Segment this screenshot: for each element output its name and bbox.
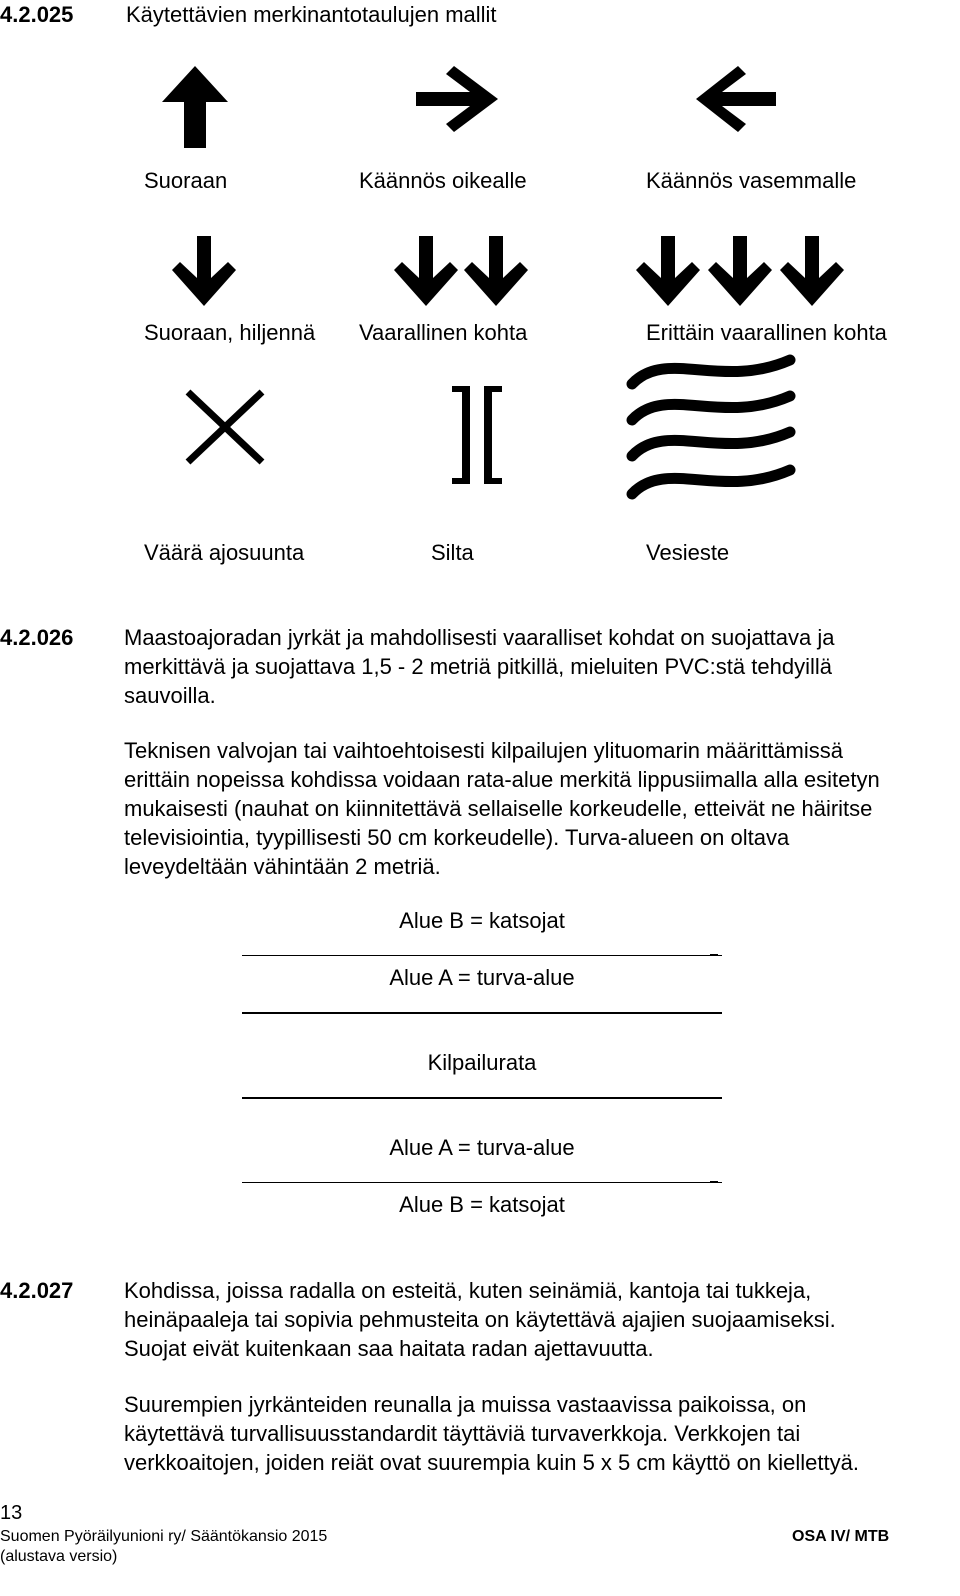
tape-mark	[710, 1181, 718, 1183]
paragraph-027-2	[124, 1390, 954, 1477]
sign-label-bridge: Silta	[431, 540, 474, 565]
section-number-025: 4.2.025	[0, 2, 74, 27]
triple-arrow-down-icon	[636, 236, 844, 306]
zone-label-safety-top: Alue A = turva-alue	[389, 965, 575, 990]
text-line: televisiointia, tyypillisesti 50 cm korkeudelle). Turva-alueen on oltava	[124, 825, 790, 850]
zone-label-course: Kilpailurata	[427, 1050, 537, 1075]
text-line: sauvoilla.	[124, 683, 216, 708]
text-line: heinäpaaleja tai sopivia pehmusteita on käytettävä ajajien suojaamiseksi.	[124, 1307, 836, 1332]
text-line: erittäin nopeissa kohdissa voidaan rata-alue merkitä lippusiimalla alla esitetyn	[124, 767, 880, 792]
sign-label-wrong-way: Väärä ajosuunta	[144, 540, 305, 565]
footer-part: OSA IV/ MTB	[792, 1528, 890, 1545]
text-line: Kohdissa, joissa radalla on esteitä, kuten seinämiä, kantoja tai tukkeja,	[124, 1278, 812, 1303]
footer-publisher: Suomen Pyöräilyunioni ry/ Sääntökansio 2015	[0, 1528, 328, 1545]
tape-line	[242, 1097, 722, 1099]
arrow-down-icon	[172, 236, 236, 306]
text-line: verkkoaitojen, joiden reiät ovat suurempia kuin 5 x 5 cm käyttö on kiellettyä.	[124, 1450, 859, 1475]
sign-label-turn-right: Käännös oikealle	[359, 168, 527, 193]
zone-label-spectators-top: Alue B = katsojat	[399, 908, 565, 933]
page-number: 13	[0, 1502, 23, 1524]
arrow-up-icon	[162, 66, 228, 148]
arrow-right-icon	[416, 66, 498, 132]
paragraph-026-1	[124, 623, 954, 710]
text-line: mukaisesti (nauhat on kiinnitettävä sellaiselle korkeudelle, etteivät ne häiritse	[124, 796, 873, 821]
section-number-026: 4.2.026	[0, 625, 74, 650]
zone-label-spectators-bottom: Alue B = katsojat	[399, 1192, 565, 1217]
sign-label-water-obstacle: Vesieste	[646, 540, 730, 565]
tape-line	[242, 1182, 722, 1183]
tape-mark	[710, 954, 718, 956]
sign-label-dangerous: Vaarallinen kohta	[359, 320, 528, 345]
text-line: Maastoajoradan jyrkät ja mahdollisesti vaaralliset kohdat on suojattava ja	[124, 625, 835, 650]
text-line: Suojat eivät kuitenkaan saa haitata radan ajettavuutta.	[124, 1336, 654, 1361]
double-arrow-down-icon	[394, 236, 528, 306]
sign-label-straight: Suoraan	[144, 168, 228, 193]
tape-line	[242, 1012, 722, 1014]
section-number-027: 4.2.027	[0, 1278, 74, 1303]
water-waves-icon	[626, 354, 796, 502]
paragraph-026-2	[124, 736, 954, 881]
section-title-025: Käytettävien merkinantotaulujen mallit	[126, 2, 497, 27]
text-line: leveydeltään vähintään 2 metriä.	[124, 854, 441, 879]
bridge-icon	[452, 386, 502, 484]
cross-icon	[184, 388, 266, 466]
text-line: Teknisen valvojan tai vaihtoehtoisesti kilpailujen ylituomarin määrittämissä	[124, 738, 844, 763]
sign-label-turn-left: Käännös vasemmalle	[646, 168, 857, 193]
text-line: Suurempien jyrkänteiden reunalla ja muissa vastaavissa paikoissa, on	[124, 1392, 807, 1417]
text-line: käytettävä turvallisuusstandardit täyttäviä turvaverkkoja. Verkkojen tai	[124, 1421, 801, 1446]
text-line: merkittävä ja suojattava 1,5 - 2 metriä pitkillä, mieluiten PVC:stä tehdyillä	[124, 654, 832, 679]
arrow-left-icon	[696, 66, 776, 132]
sign-label-straight-slow: Suoraan, hiljennä	[144, 320, 316, 345]
footer-draft-note: (alustava versio)	[0, 1548, 118, 1565]
sign-label-very-dangerous: Erittäin vaarallinen kohta	[646, 320, 887, 345]
paragraph-027-1	[124, 1276, 954, 1363]
tape-line	[242, 955, 722, 956]
zone-label-safety-bottom: Alue A = turva-alue	[389, 1135, 575, 1160]
